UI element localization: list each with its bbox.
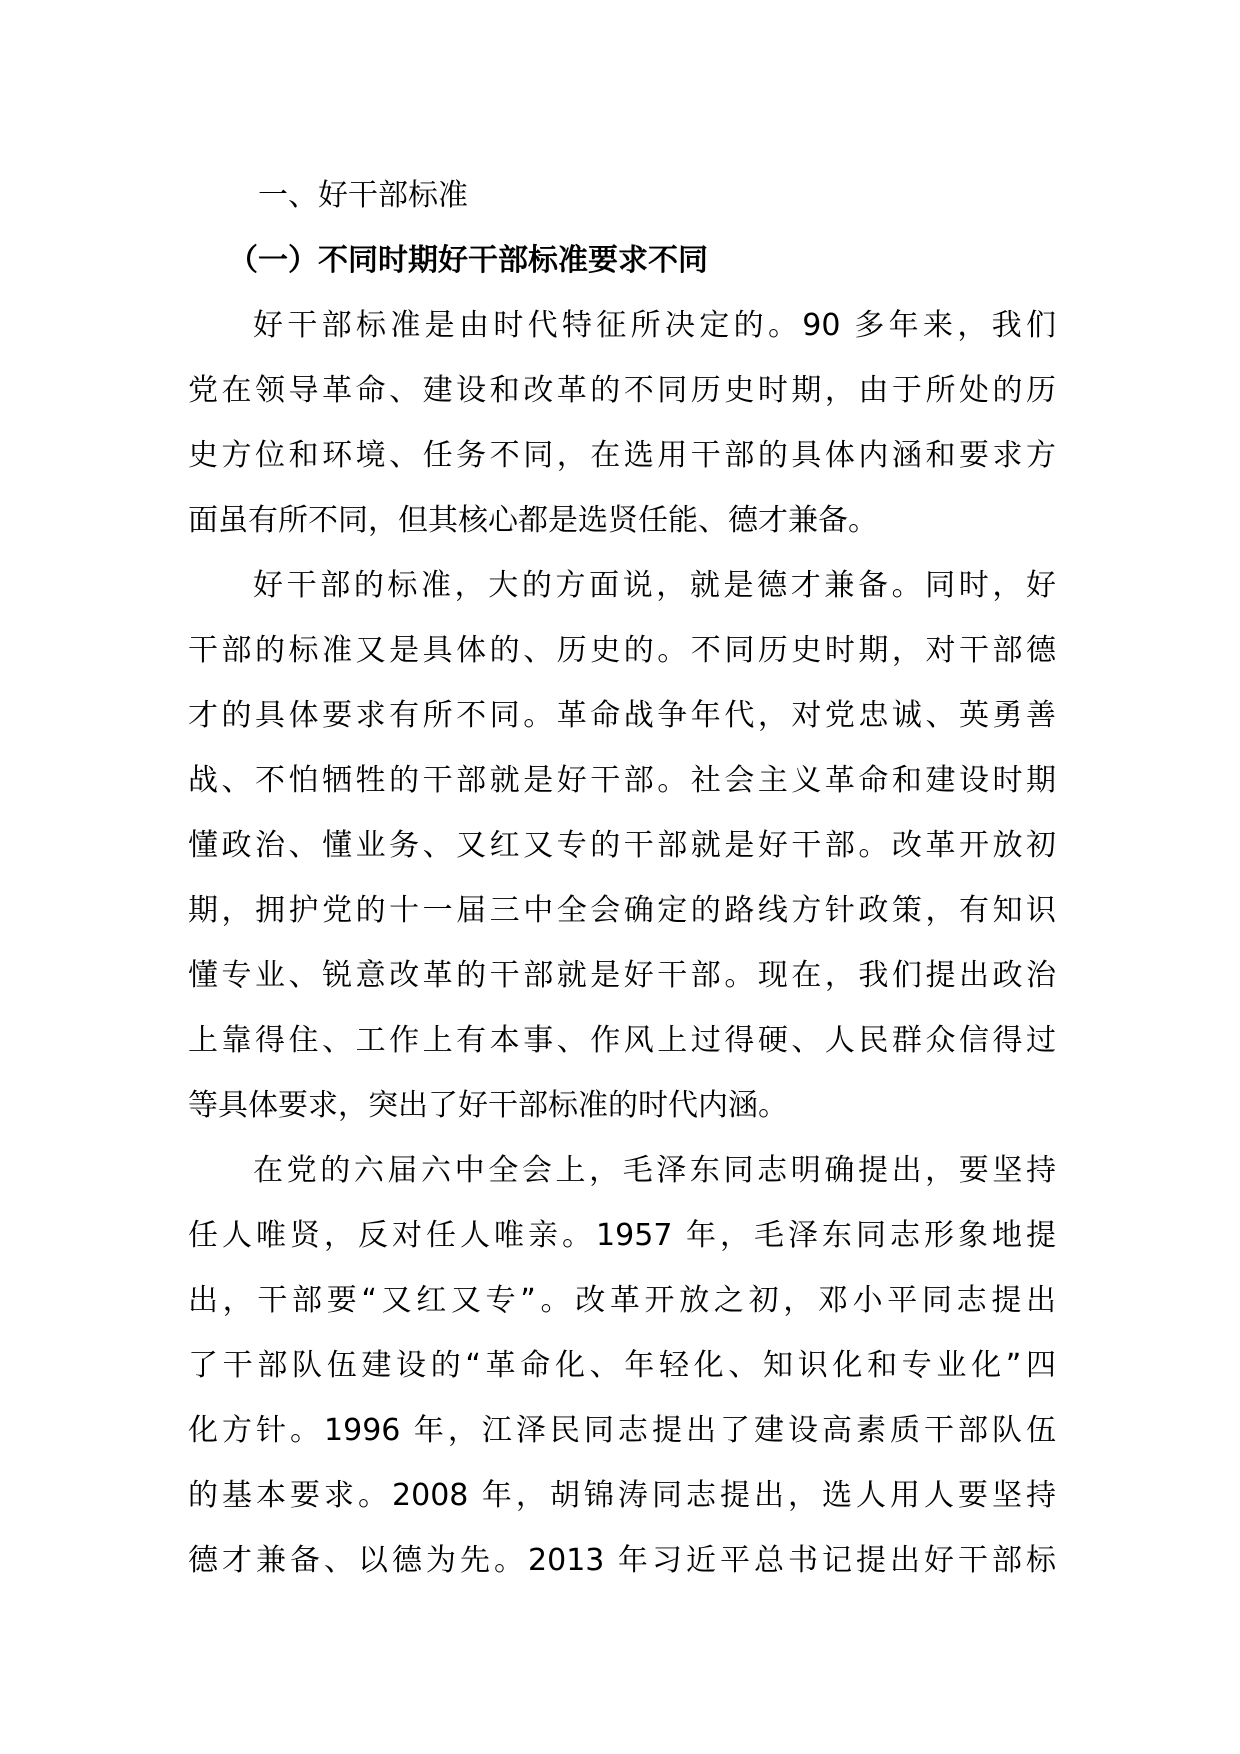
paragraph-line: 党在领导革命、建设和改革的不同历史时期，由于所处的历	[188, 373, 1056, 408]
paragraph-line: 期，拥护党的十一届三中全会确定的路线方针政策，有知识	[188, 893, 1056, 928]
paragraph-line: 好干部的标准，大的方面说，就是德才兼备。同时，好	[253, 568, 1056, 603]
paragraph-line: 懂专业、锐意改革的干部就是好干部。现在，我们提出政治	[188, 958, 1056, 993]
document-body	[188, 163, 1056, 1593]
paragraph-line: 战、不怕牺牲的干部就是好干部。社会主义革命和建设时期	[188, 763, 1056, 798]
paragraph	[188, 1138, 1056, 1593]
paragraph-line: 等具体要求，突出了好干部标准的时代内涵。	[188, 1088, 788, 1123]
paragraph-line: 德才兼备、以德为先。2013 年习近平总书记提出好干部标	[188, 1543, 1056, 1578]
paragraph-line: 出，干部要“又红又专”。改革开放之初，邓小平同志提出	[188, 1283, 1056, 1318]
section-heading: 一、好干部标准	[258, 178, 468, 213]
paragraph-line: 好干部标准是由时代特征所决定的。90 多年来，我们	[253, 308, 1056, 343]
paragraph-line: 了干部队伍建设的“革命化、年轻化、知识化和专业化”四	[188, 1348, 1056, 1383]
paragraph-line: 上靠得住、工作上有本事、作风上过得硬、人民群众信得过	[188, 1023, 1056, 1058]
paragraph-line: 史方位和环境、任务不同，在选用干部的具体内涵和要求方	[188, 438, 1056, 473]
subsection-heading: （一）不同时期好干部标准要求不同	[228, 243, 708, 278]
paragraph-line: 才的具体要求有所不同。革命战争年代，对党忠诚、英勇善	[188, 698, 1056, 733]
paragraph-line: 干部的标准又是具体的、历史的。不同历史时期，对干部德	[188, 633, 1056, 668]
paragraph-line: 在党的六届六中全会上，毛泽东同志明确提出，要坚持	[253, 1153, 1056, 1188]
paragraph	[188, 293, 1056, 553]
paragraph-line: 懂政治、懂业务、又红又专的干部就是好干部。改革开放初	[188, 828, 1056, 863]
paragraph-line: 面虽有所不同，但其核心都是选贤任能、德才兼备。	[188, 503, 878, 538]
paragraph-line: 化方针。1996 年，江泽民同志提出了建设高素质干部队伍	[188, 1413, 1056, 1448]
paragraph-line: 任人唯贤，反对任人唯亲。1957 年，毛泽东同志形象地提	[188, 1218, 1056, 1253]
paragraph	[188, 553, 1056, 1138]
paragraph-line: 的基本要求。2008 年，胡锦涛同志提出，选人用人要坚持	[188, 1478, 1056, 1513]
